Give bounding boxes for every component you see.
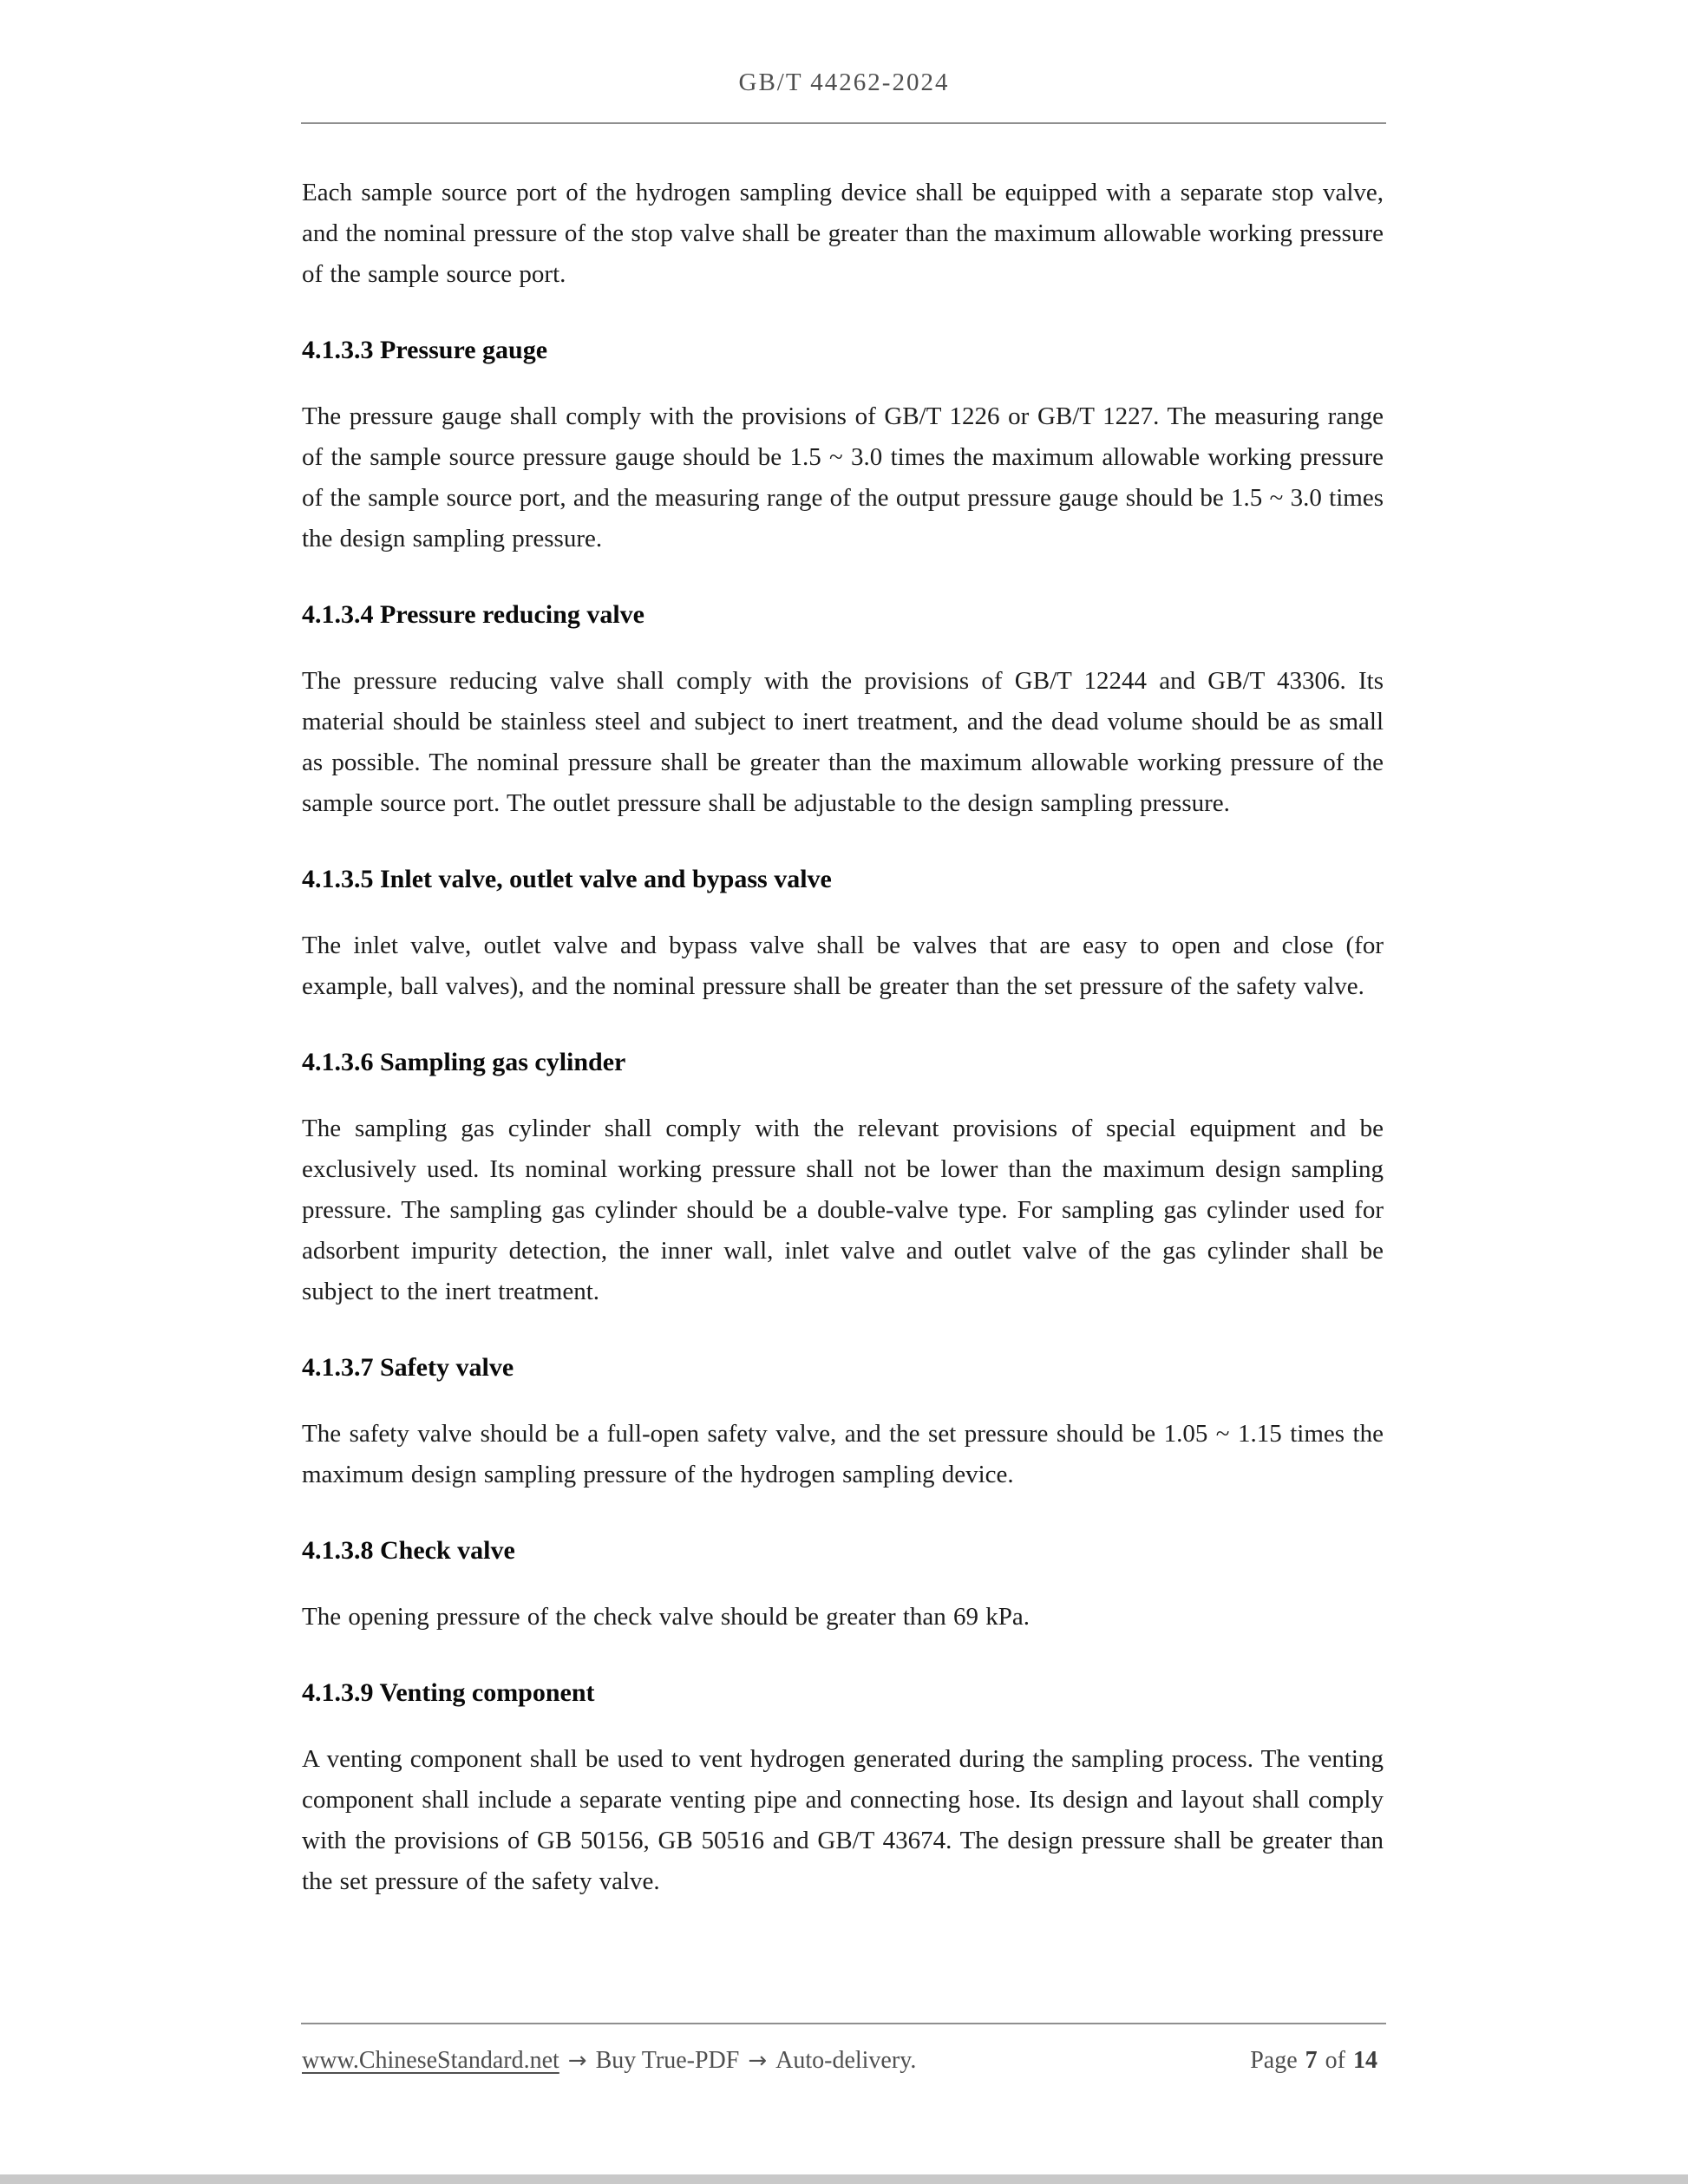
section-paragraph: The opening pressure of the check valve should be greater than 69 kPa. xyxy=(302,1603,1030,1631)
intro-paragraph: Each sample source port of the hydrogen sampling device shall be equipped with a separate stop valve, and the nominal pressure of the stop valve shall be greater than the maximum allowable working pressure of the sample source port. xyxy=(302,179,1384,288)
footer-buy-label: Buy True-PDF xyxy=(595,2047,740,2074)
section-paragraph: The pressure reducing valve shall comply with the provisions of GB/T 12244 and GB/T 43306. Its material should be stainless steel and subject to inert treatment, and the dead volume should be as small as possible. The nominal pressure shall be greater than the maximum allowable working pressure of the sample source port. The outlet pressure shall be adjustable to the design sampling pressure. xyxy=(302,667,1384,817)
section-paragraph: The sampling gas cylinder shall comply with the relevant provisions of special equipment and be exclusively used. Its nominal working pressure shall not be lower than the maximum design sampling pressure. The sampling gas cylinder should be a double-valve type. For sampling gas cylinder used for adsorbent impurity detection, the inner wall, inlet valve and outlet valve of the gas cylinder shall be subject to the inert treatment. xyxy=(302,1115,1384,1305)
of-word: of xyxy=(1325,2047,1345,2074)
right-arrow-icon: → xyxy=(567,2048,587,2074)
page-total-number: 14 xyxy=(1353,2047,1377,2074)
section-paragraph: The inlet valve, outlet valve and bypass valve shall be valves that are easy to open and close (for example, ball valves), and the nominal pressure shall be greater than the set pressure of the safety valve. xyxy=(302,932,1384,1000)
page-indicator xyxy=(1248,2040,1384,2081)
page-header-title: GB/T 44262-2024 xyxy=(738,69,950,96)
right-arrow-icon: → xyxy=(748,2048,768,2074)
section-heading-inlet-outlet-bypass-valve: 4.1.3.5 Inlet valve, outlet valve and bypass valve xyxy=(302,865,832,893)
header-divider xyxy=(301,122,1386,124)
page-current-number: 7 xyxy=(1305,2047,1318,2074)
section-heading-sampling-gas-cylinder: 4.1.3.6 Sampling gas cylinder xyxy=(302,1048,626,1076)
section-heading-safety-valve: 4.1.3.7 Safety valve xyxy=(302,1353,514,1382)
page-footer xyxy=(302,2040,1384,2082)
page-bottom-edge xyxy=(0,2174,1688,2184)
section-heading-venting-component: 4.1.3.9 Venting component xyxy=(302,1678,595,1707)
footer-delivery-label: Auto-delivery. xyxy=(775,2047,917,2074)
section-paragraph: The pressure gauge shall comply with the provisions of GB/T 1226 or GB/T 1227. The measuring range of the sample source pressure gauge should be 1.5 ~ 3.0 times the maximum allowable working pressure of the sample source port, and the measuring range of the output pressure gauge should be 1.5 ~ 3.0 times the design sampling pressure. xyxy=(302,402,1384,553)
section-heading-pressure-reducing-valve: 4.1.3.4 Pressure reducing valve xyxy=(302,600,644,629)
section-paragraph: A venting component shall be used to vent hydrogen generated during the sampling process. The venting component shall include a separate venting pipe and connecting hose. Its design and layout shall comply with the provisions of GB 50156, GB 50516 and GB/T 43674. The design pressure shall be greater than the set pressure of the safety valve. xyxy=(302,1745,1384,1895)
chinesestandard-link[interactable]: www.ChineseStandard.net xyxy=(302,2047,559,2074)
document-body xyxy=(302,173,1384,1902)
section-heading-check-valve: 4.1.3.8 Check valve xyxy=(302,1536,515,1565)
footer-source-line xyxy=(302,2040,916,2082)
section-heading-pressure-gauge: 4.1.3.3 Pressure gauge xyxy=(302,336,548,364)
footer-divider xyxy=(301,2023,1386,2024)
section-paragraph: The safety valve should be a full-open safety valve, and the set pressure should be 1.05 ~ 1.15 times the maximum design sampling pressure of the hydrogen sampling device. xyxy=(302,1420,1384,1488)
page-word: Page xyxy=(1250,2047,1298,2074)
